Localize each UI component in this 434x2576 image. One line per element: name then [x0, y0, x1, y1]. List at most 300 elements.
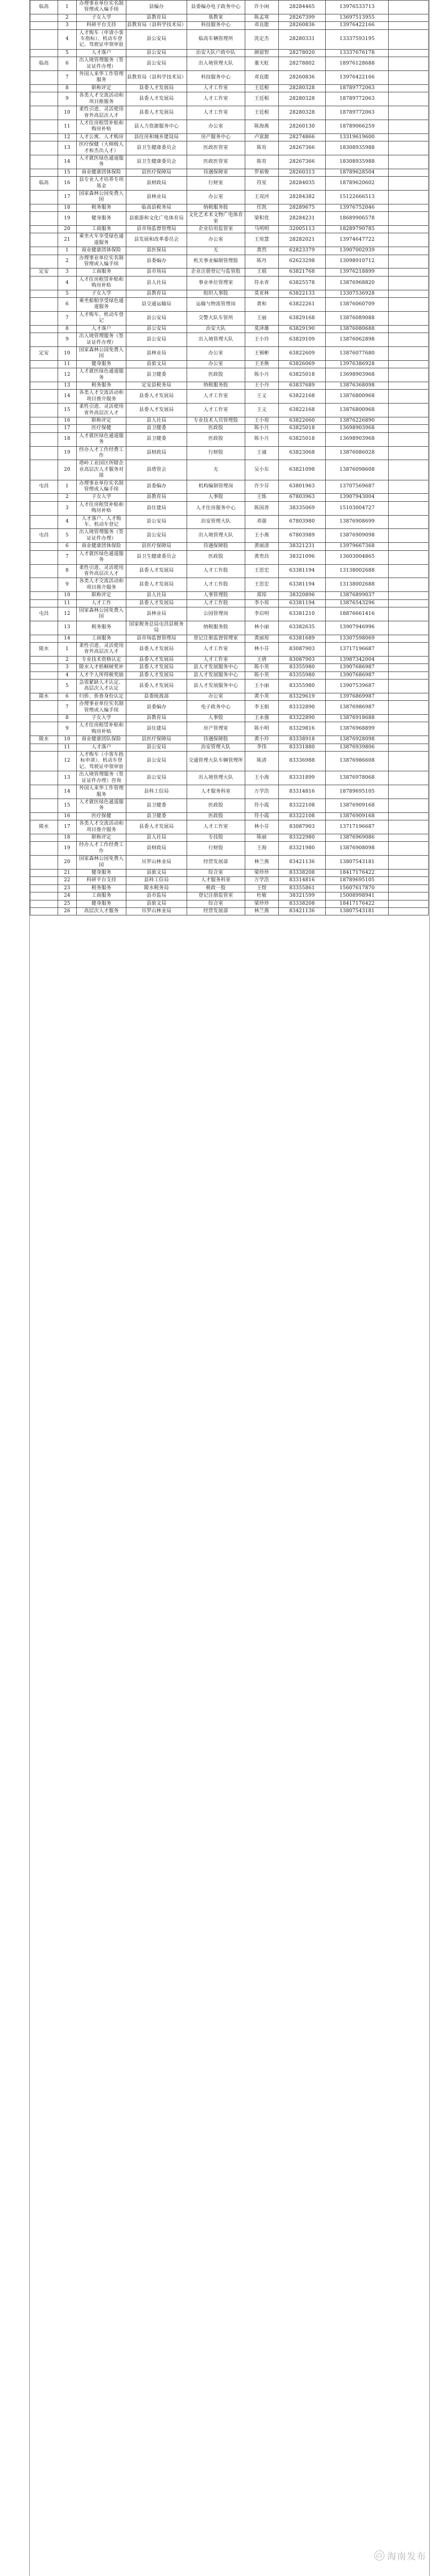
table-row [30, 247, 429, 255]
department-cell: 县交通运输局 [126, 298, 187, 312]
table-row [30, 190, 429, 204]
office-cell: 办公室 [187, 360, 245, 368]
table-row [30, 177, 429, 191]
office-phone-cell: 83322980 [278, 834, 325, 841]
office-cell: 县人才发展服务中心 [187, 664, 245, 671]
contact-person-cell: 梁积优 [245, 212, 278, 226]
contact-person-cell: 陈育 [245, 155, 278, 169]
county-cell [30, 14, 58, 21]
contact-person-cell: 陈小英 [245, 664, 278, 671]
mobile-phone-cell: 13907539687 [326, 679, 389, 693]
mobile-phone-cell: 13876986987 [326, 701, 389, 715]
remark-cell [389, 49, 429, 57]
service-item-cell: 国家森林公园免费入园 [77, 190, 126, 204]
service-item-cell: 各类人才交流活动和项目推介服务 [77, 820, 126, 834]
contact-person-cell: 林兰燕 [245, 908, 278, 915]
mobile-phone-cell: 13337593195 [326, 29, 389, 49]
department-cell: 县教育局 [126, 494, 187, 501]
remark-cell [389, 744, 429, 751]
table-row [30, 226, 429, 233]
department-cell: 县公安局 [126, 29, 187, 49]
service-item-cell: 人才落户 [77, 744, 126, 751]
mobile-phone-cell: 13876968820 [326, 276, 389, 290]
contact-person-cell: 符小霞 [245, 799, 278, 812]
row-index-cell: 3 [58, 268, 77, 276]
service-item-cell: 各类人才交流活动和项目推介服务 [77, 390, 126, 404]
mobile-phone-cell: 13876928098 [326, 736, 389, 744]
office-cell: 县人才发展服务中心 [187, 671, 245, 679]
office-cell: 医政医管室 [187, 155, 245, 169]
office-phone-cell: 63382635 [278, 621, 325, 635]
mobile-phone-cell: 13697513955 [326, 14, 389, 21]
mobile-phone-cell: 13098910712 [326, 255, 389, 268]
table-row [30, 900, 429, 907]
talent-service-contact-table [30, 0, 429, 915]
county-cell [30, 84, 58, 92]
office-phone-cell: 83338208 [278, 900, 325, 907]
county-cell: 定安 [30, 268, 58, 276]
table-row [30, 785, 429, 799]
office-phone-cell: 83322108 [278, 812, 325, 820]
row-index-cell: 24 [58, 892, 77, 900]
county-cell [30, 298, 58, 312]
department-cell: 县住建局 [126, 501, 187, 515]
remark-cell [389, 715, 429, 722]
office-phone-cell: 83355980 [278, 679, 325, 693]
row-index-cell: 3 [58, 664, 77, 671]
remark-cell [389, 736, 429, 744]
remark-cell [389, 298, 429, 312]
office-phone-cell: 83332890 [278, 701, 325, 715]
table-row [30, 679, 429, 693]
remark-cell [389, 869, 429, 876]
service-item-cell: 各类人才交流活动和项目推介服务 [77, 578, 126, 592]
office-phone-cell: 67803989 [278, 529, 325, 543]
contact-person-cell: 洗定杰 [245, 29, 278, 49]
row-index-cell: 9 [58, 333, 77, 347]
remark-cell [389, 771, 429, 785]
table-row [30, 460, 429, 480]
table-row [30, 311, 429, 325]
office-cell: 纳税服务股 [187, 204, 245, 211]
department-cell: 县林业局 [126, 190, 187, 204]
mobile-phone-cell: 13876909098 [326, 529, 389, 543]
county-cell [30, 360, 58, 368]
row-index-cell: 18 [58, 432, 77, 446]
service-item-cell: 乘坐船舶享受绿色通道服务 [77, 298, 126, 312]
office-phone-cell: 28260836 [278, 71, 325, 85]
office-cell: 人才工作室 [187, 642, 245, 656]
office-cell: 人才住房服务中心 [187, 501, 245, 515]
department-cell: 吊罗山林业局 [126, 908, 187, 915]
department-cell: 县公安局 [126, 752, 187, 771]
office-phone-cell: 63829168 [278, 311, 325, 325]
contact-person-cell: 黄丽清 [245, 543, 278, 550]
contact-person-cell: 黄贵昌 [245, 550, 278, 564]
table-row [30, 92, 429, 106]
department-cell: 县委人才发展局 [126, 642, 187, 656]
department-cell: 县委人才发展局 [126, 599, 187, 607]
office-phone-cell: 63825018 [278, 432, 325, 446]
service-item-cell: 国家森林公园免费入园 [77, 856, 126, 870]
department-cell: 县发展和改革委员会 [126, 233, 187, 247]
contact-person-cell: 陈小月 [245, 432, 278, 446]
county-cell [30, 404, 58, 417]
table-row [30, 892, 429, 900]
remark-cell [389, 1, 429, 14]
remark-cell [389, 169, 429, 176]
service-item-cell: 人才就医绿色通道服务 [77, 799, 126, 812]
county-cell [30, 785, 58, 799]
county-cell [30, 190, 58, 204]
remark-cell [389, 425, 429, 432]
department-cell: 县委人才发展局 [126, 564, 187, 578]
county-cell [30, 842, 58, 856]
contact-person-cell: 郑琼 [245, 592, 278, 599]
service-item-cell: 柔性引进、灵活使用省外高层次人才 [77, 106, 126, 120]
wechat-official-account-icon [374, 2550, 384, 2561]
service-item-cell: 商业健康团队保险 [77, 736, 126, 744]
remark-cell [389, 333, 429, 347]
row-index-cell: 11 [58, 360, 77, 368]
row-index-cell: 3 [58, 501, 77, 515]
county-cell [30, 744, 58, 751]
service-item-cell: 科研平台支持 [77, 22, 126, 29]
office-phone-cell: 83355861 [278, 884, 325, 892]
department-cell: 县财政局 [126, 446, 187, 460]
office-cell: 医政股 [187, 812, 245, 820]
table-row [30, 494, 429, 501]
office-cell: 房产管理室 [187, 722, 245, 736]
department-cell: 县编办 [126, 1, 187, 14]
row-index-cell: 9 [58, 92, 77, 106]
office-phone-cell: 28260130 [278, 120, 325, 133]
department-cell: 陵水税务局 [126, 884, 187, 892]
county-cell [30, 133, 58, 141]
office-phone-cell: 63822609 [278, 346, 325, 360]
county-cell [30, 664, 58, 671]
mobile-phone-cell: 13976533713 [326, 1, 389, 14]
department-cell: 县委人才发展局 [126, 671, 187, 679]
county-cell [30, 460, 58, 480]
office-phone-cell: 63829190 [278, 325, 325, 333]
county-cell [30, 290, 58, 297]
table-row [30, 621, 429, 635]
mobile-phone-cell: 18417176422 [326, 900, 389, 907]
mobile-phone-cell: 13707569687 [326, 480, 389, 494]
row-index-cell: 18 [58, 204, 77, 211]
row-index-cell: 3 [58, 22, 77, 29]
contact-person-cell: 李玉娟 [245, 701, 278, 715]
office-phone-cell: 28267366 [278, 155, 325, 169]
office-cell: 出入境管理大队 [187, 333, 245, 347]
table-row [30, 642, 429, 656]
remark-cell [389, 701, 429, 715]
row-index-cell: 8 [58, 84, 77, 92]
department-cell: 县塔管会 [126, 460, 187, 480]
watermark-label: 海南发布 [387, 2551, 427, 2562]
department-cell: 县委人才发展局 [126, 92, 187, 106]
row-index-cell: 5 [58, 49, 77, 57]
mobile-phone-cell: 13698903968 [326, 432, 389, 446]
office-cell: 机关事业编制管理股 [187, 255, 245, 268]
office-phone-cell: 63381194 [278, 564, 325, 578]
row-index-cell: 14 [58, 390, 77, 404]
county-cell [30, 92, 58, 106]
service-item-cell: 科研平台支持 [77, 877, 126, 884]
mobile-phone-cell: 13907946996 [326, 621, 389, 635]
office-phone-cell: 83322890 [278, 715, 325, 722]
service-item-cell: 办理事业单位实名制管理或入编手续 [77, 255, 126, 268]
contact-person-cell: 王廷根 [245, 92, 278, 106]
service-item-cell: 人才工作 [77, 599, 126, 607]
table-row [30, 607, 429, 621]
row-index-cell: 12 [58, 752, 77, 771]
county-cell: 屯昌 [30, 607, 58, 621]
department-cell: 县公安局 [126, 325, 187, 333]
office-cell: 纳税服务股 [187, 621, 245, 635]
mobile-phone-cell: 13876939806 [326, 744, 389, 751]
mobile-phone-cell: 13876908098 [326, 842, 389, 856]
county-cell [30, 120, 58, 133]
department-cell: 县人力资源服务中心 [126, 120, 187, 133]
contact-person-cell: 王炼 [245, 494, 278, 501]
row-index-cell: 6 [58, 298, 77, 312]
service-item-cell: 税务服务 [77, 884, 126, 892]
county-cell [30, 501, 58, 515]
table-row [30, 404, 429, 417]
mobile-phone-cell: 15607617870 [326, 884, 389, 892]
row-index-cell: 13 [58, 382, 77, 389]
mobile-phone-cell: 13876909168 [326, 799, 389, 812]
office-phone-cell: 63821768 [278, 268, 325, 276]
mobile-phone-cell: 13976422166 [326, 71, 389, 85]
row-index-cell: 10 [58, 592, 77, 599]
remark-cell [389, 276, 429, 290]
service-item-cell: 工商服务 [77, 226, 126, 233]
contact-person-cell: 王海 [245, 842, 278, 856]
remark-cell [389, 84, 429, 92]
contact-person-cell: 王廷根 [245, 106, 278, 120]
contact-person-cell: 王圣焕 [245, 360, 278, 368]
county-cell [30, 656, 58, 663]
remark-cell [389, 460, 429, 480]
table-row [30, 276, 429, 290]
mobile-phone-cell: 13698903968 [326, 368, 389, 382]
remark-cell [389, 204, 429, 211]
table-row [30, 908, 429, 915]
row-index-cell: 10 [58, 736, 77, 744]
office-cell: 出入境管理大队 [187, 771, 245, 785]
department-cell: 县委人才发展局 [126, 578, 187, 592]
contact-person-cell: 王煜 [245, 884, 278, 892]
service-item-cell: 人才落户 [77, 49, 126, 57]
department-cell: 县市场局 [126, 268, 187, 276]
service-item-cell: 柔性引进、灵活使用省外高层次人才 [77, 564, 126, 578]
row-index-cell: 14 [58, 635, 77, 642]
service-item-cell: 商业健康团体保险 [77, 247, 126, 255]
remark-cell [389, 446, 429, 460]
table-row [30, 869, 429, 876]
office-phone-cell: 63801963 [278, 480, 325, 494]
mobile-phone-cell: 13907943004 [326, 494, 389, 501]
office-cell: 治安大队户政中队 [187, 49, 245, 57]
row-index-cell: 1 [58, 1, 77, 14]
contact-person-cell: 邓良能 [245, 22, 278, 29]
office-cell: 专业技术人员管理股 [187, 417, 245, 424]
remark-cell [389, 501, 429, 515]
mobile-phone-cell: 13876077680 [326, 346, 389, 360]
office-cell: 企业注册登记与监管股 [187, 268, 245, 276]
table-row [30, 255, 429, 268]
remark-cell [389, 529, 429, 543]
remark-cell [389, 892, 429, 900]
mobile-phone-cell: 13876986608 [326, 752, 389, 771]
remark-cell [389, 607, 429, 621]
mobile-phone-cell: 13979667368 [326, 543, 389, 550]
department-cell: 县市监局 [126, 892, 187, 900]
mobile-phone-cell: 13876968899 [326, 722, 389, 736]
office-phone-cell: 63823068 [278, 446, 325, 460]
service-item-cell: 职称评定 [77, 592, 126, 599]
service-item-cell: 税务服务 [77, 382, 126, 389]
office-cell: 治安大队 [187, 325, 245, 333]
contact-person-cell: 王思宏 [245, 564, 278, 578]
service-item-cell: 工商服务 [77, 268, 126, 276]
table-row [30, 360, 429, 368]
row-index-cell: 1 [58, 642, 77, 656]
table-row [30, 106, 429, 120]
remark-cell [389, 656, 429, 663]
office-cell: 公园管理岗 [187, 607, 245, 621]
department-cell: 县医疗保障局 [126, 169, 187, 176]
row-index-cell: 2 [58, 14, 77, 21]
row-index-cell: 11 [58, 599, 77, 607]
contact-person-cell: 黄和 [245, 298, 278, 312]
department-cell: 县人社局 [126, 834, 187, 841]
mobile-phone-cell: 13876918688 [326, 715, 389, 722]
county-cell: 临高 [30, 177, 58, 191]
office-cell: 人才工作室 [187, 390, 245, 404]
service-item-cell: 健身服务 [77, 869, 126, 876]
remark-cell [389, 233, 429, 247]
office-cell: 出入境管理大队 [187, 529, 245, 543]
mobile-phone-cell: 13907002939 [326, 247, 389, 255]
table-row [30, 578, 429, 592]
table-row [30, 346, 429, 360]
office-phone-cell: 63822660 [278, 417, 325, 424]
mobile-phone-cell: 13976386928 [326, 360, 389, 368]
remark-cell [389, 515, 429, 529]
office-phone-cell: 38321231 [278, 543, 325, 550]
mobile-phone-cell: 18417176422 [326, 869, 389, 876]
table-row [30, 120, 429, 133]
service-item-cell: 子女入学 [77, 290, 126, 297]
service-item-cell: 健身服务 [77, 360, 126, 368]
office-cell: 人才服务科室 [187, 785, 245, 799]
office-phone-cell: 83355980 [278, 671, 325, 679]
contact-person-cell: 王锡彬 [245, 346, 278, 360]
remark-cell [389, 564, 429, 578]
row-index-cell: 25 [58, 900, 77, 907]
department-cell: 县委人才发展局 [126, 656, 187, 663]
contact-person-cell: 陈孟寒 [245, 14, 278, 21]
remark-cell [389, 856, 429, 870]
remark-cell [389, 268, 429, 276]
office-phone-cell: 83336988 [278, 752, 325, 771]
mobile-phone-cell: 13876969086 [326, 834, 389, 841]
contact-person-cell: 林兰燕 [245, 856, 278, 870]
office-phone-cell: 28267399 [278, 14, 325, 21]
contact-person-cell: 王倩 [245, 656, 278, 663]
service-item-cell: 乘坐火车享受绿色通道服务 [77, 233, 126, 247]
office-phone-cell: 63381210 [278, 607, 325, 621]
row-index-cell: 10 [58, 106, 77, 120]
office-cell: 医政股 [187, 799, 245, 812]
service-item-cell: 出入境管理服务（签证证件办理） [77, 529, 126, 543]
contact-person-cell: 吴小东 [245, 460, 278, 480]
contact-person-cell: 王小燕 [245, 529, 278, 543]
county-cell [30, 635, 58, 642]
county-cell [30, 834, 58, 841]
service-item-cell: 人才购车、机动车登记 [77, 311, 126, 325]
office-cell: 行财室 [187, 177, 245, 191]
county-cell [30, 325, 58, 333]
county-cell: 定安 [30, 346, 58, 360]
remark-cell [389, 29, 429, 49]
department-cell: 县住建局 [126, 722, 187, 736]
office-phone-cell: 38320896 [278, 592, 325, 599]
contact-person-cell: 颜留智 [245, 49, 278, 57]
remark-cell [389, 382, 429, 389]
mobile-phone-cell: 18689906578 [326, 212, 389, 226]
remark-cell [389, 212, 429, 226]
contact-person-cell: 符永青 [245, 276, 278, 290]
office-cell: 医政股 [187, 550, 245, 564]
service-item-cell: 塔岭工业园区所辖企业高层次人才服务对接 [77, 460, 126, 480]
department-cell: 县旅文局 [126, 360, 187, 368]
remark-cell [389, 404, 429, 417]
department-cell: 国家税务总局屯昌县税务局 [126, 621, 187, 635]
contact-person-cell: 陈丹 [245, 255, 278, 268]
county-cell [30, 311, 58, 325]
county-cell [30, 679, 58, 693]
office-phone-cell: 63821098 [278, 460, 325, 480]
office-cell: 行财股 [187, 842, 245, 856]
row-index-cell: 19 [58, 842, 77, 856]
department-cell: 县公安局 [126, 57, 187, 71]
contact-person-cell: 罗裕俊 [245, 169, 278, 176]
remark-cell [389, 592, 429, 599]
contact-person-cell: 陈海燕 [245, 120, 278, 133]
mobile-phone-cell: 18308935988 [326, 155, 389, 169]
remark-cell [389, 799, 429, 812]
office-cell: 人事股 [187, 715, 245, 722]
row-index-cell: 4 [58, 515, 77, 529]
mobile-phone-cell: 13876800968 [326, 390, 389, 404]
office-cell: 人才工作股 [187, 578, 245, 592]
remark-cell [389, 752, 429, 771]
service-item-cell: 子女入学 [77, 14, 126, 21]
office-phone-cell: 63381689 [278, 635, 325, 642]
remark-cell [389, 57, 429, 71]
service-item-cell: 医疗保健 [77, 425, 126, 432]
department-cell: 县人社局 [126, 592, 187, 599]
mobile-phone-cell: 13974647722 [326, 233, 389, 247]
table-row [30, 382, 429, 389]
county-cell: 屯昌 [30, 529, 58, 543]
mobile-phone-cell: 13876368098 [326, 382, 389, 389]
